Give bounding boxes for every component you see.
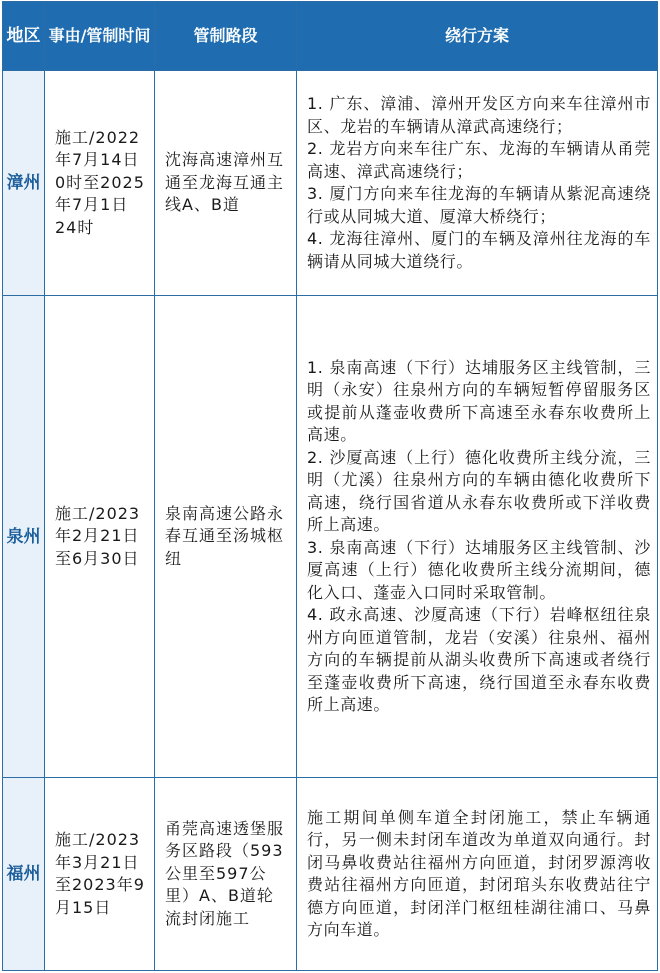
plan-cell — [297, 296, 658, 778]
plan-item: 3. 厦门方向来车往龙海的车辆请从紫泥高速绕行或从同城大道、厦漳大桥绕行； — [307, 184, 651, 226]
header-time: 事由/管制时间 — [45, 2, 155, 71]
header-road: 管制路段 — [155, 2, 297, 71]
time-cell: 施工/2022年7月14日0时至2025年7月1日24时 — [45, 71, 155, 296]
header-row — [3, 2, 658, 71]
table-row — [3, 778, 658, 971]
plan-item: 4. 政永高速、沙厦高速（下行）岩峰枢纽往泉州方向匝道管制，龙岩（安溪）往泉州、福州方向的车辆提前从湖头收费所下高速或者绕行至蓬壶收费所下高速，绕行国道至永春东收费所上高速。 — [307, 605, 651, 714]
time-cell: 施工/2023年2月21日至6月30日 — [45, 296, 155, 778]
header-region: 地区 — [3, 2, 45, 71]
plan-item: 1. 泉南高速（下行）达埔服务区主线管制，三明（永安）往泉州方向的车辆短暂停留服务区或提前从蓬壶收费所下高速至永春东收费所上高速。 — [307, 357, 651, 444]
region-cell: 漳州 — [3, 71, 45, 296]
plan-item: 2. 龙岩方向来车往广东、龙海的车辆请从甬莞高速、漳武高速绕行； — [307, 139, 651, 181]
plan-item: 3. 泉南高速（下行）达埔服务区主线管制、沙厦高速（上行）德化收费所主线分流期间，德化入口、蓬壶入口同时采取管制。 — [307, 537, 651, 602]
table-row — [3, 296, 658, 778]
time-cell: 施工/2023年3月21日至2023年9月15日 — [45, 778, 155, 971]
plan-item: 1. 广东、漳浦、漳州开发区方向来车往漳州市区、龙岩的车辆请从漳武高速绕行； — [307, 94, 651, 136]
plan-item: 4. 龙海往漳州、厦门的车辆及漳州往龙海的车辆请从同城大道绕行。 — [307, 229, 651, 271]
table-row — [3, 71, 658, 296]
plan-cell — [297, 778, 658, 971]
header-plan: 绕行方案 — [297, 2, 658, 71]
region-cell: 泉州 — [3, 296, 45, 778]
plan-item: 施工期间单侧车道全封闭施工，禁止车辆通行，另一侧未封闭车道改为单道双向通行。封闭马鼻收费站往福州方向匝道，封闭罗源湾收费站往福州方向匝道，封闭琯头东收费站往宁德方向匝道，封闭洋门枢纽桂湖往浦口、马鼻方向车道。 — [307, 807, 651, 939]
road-cell: 沈海高速漳州互通至龙海互通主线A、B道 — [155, 71, 297, 296]
region-cell: 福州 — [3, 778, 45, 971]
road-cell: 甬莞高速透堡服务区路段（593公里至597公里）A、B道轮流封闭施工 — [155, 778, 297, 971]
plan-cell — [297, 71, 658, 296]
plan-item: 2. 沙厦高速（上行）德化收费所主线分流，三明（尤溪）往泉州方向的车辆由德化收费所下高速，绕行国省道从永春东收费所或下洋收费所上高速。 — [307, 447, 651, 534]
traffic-control-table — [2, 1, 658, 971]
road-cell: 泉南高速公路永春互通至汤城枢纽 — [155, 296, 297, 778]
